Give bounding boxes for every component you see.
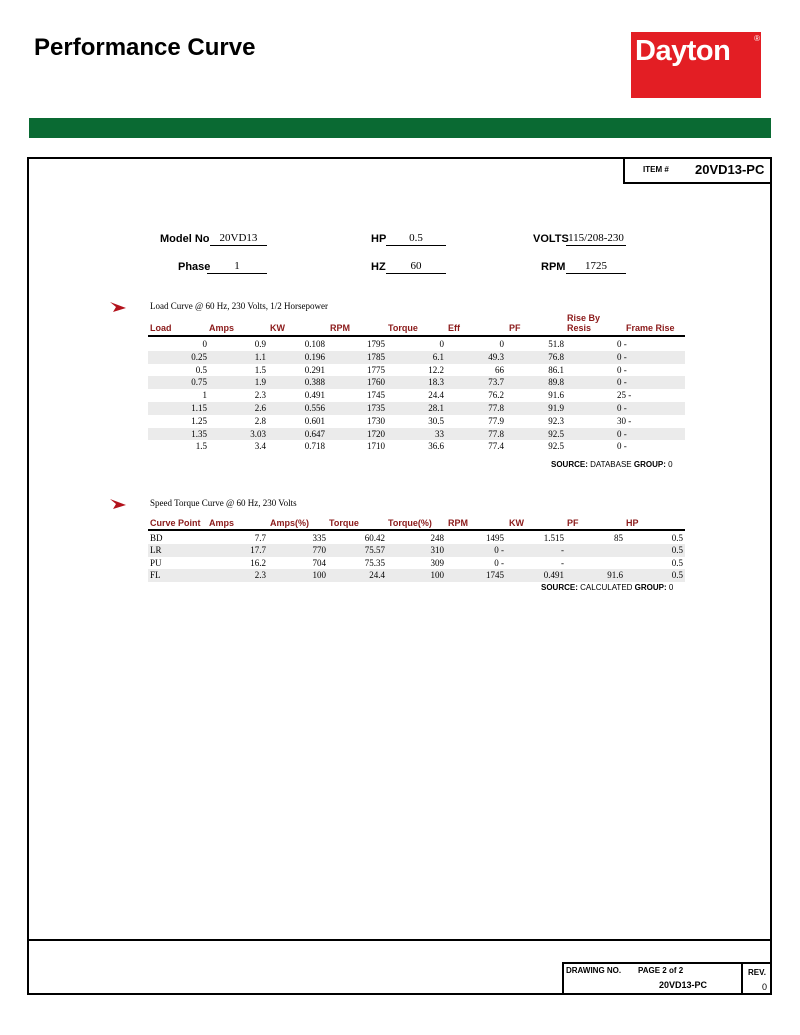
col-st-torque: Torque bbox=[329, 518, 359, 528]
cell-load: 0.75 bbox=[191, 377, 207, 388]
col-st-amps-pct: Amps(%) bbox=[270, 518, 310, 528]
page-number: PAGE 2 of 2 bbox=[638, 966, 684, 975]
cell-kw: 0.491 bbox=[304, 390, 325, 401]
rpm-value: 1725 bbox=[566, 260, 626, 274]
cell-rise: 0 - bbox=[617, 364, 627, 375]
cell-load: 0 bbox=[202, 339, 207, 349]
page-title: Performance Curve bbox=[34, 34, 256, 61]
cell-torque: 0 bbox=[439, 339, 444, 349]
cell-amps-pct: 335 bbox=[312, 533, 326, 543]
load-table-row bbox=[148, 338, 685, 351]
cell-kw: 0.291 bbox=[304, 364, 325, 375]
cell-pf: 85 bbox=[614, 533, 623, 543]
rpm-label: RPM bbox=[541, 261, 566, 273]
cell-hp: 0.5 bbox=[671, 533, 683, 543]
load-table-row bbox=[148, 351, 685, 364]
cell-amps: 2.6 bbox=[254, 403, 266, 413]
cell-pf: 89.8 bbox=[548, 377, 564, 388]
cell-pf: 92.5 bbox=[548, 428, 564, 439]
dayton-logo bbox=[631, 32, 761, 98]
cell-curve-point: LR bbox=[150, 545, 162, 556]
col-kw: KW bbox=[270, 323, 285, 333]
model-label: Model No bbox=[160, 233, 210, 245]
cell-rpm: 1710 bbox=[367, 441, 385, 452]
st-source-label: SOURCE: bbox=[541, 583, 578, 592]
cell-amps: 1.9 bbox=[254, 377, 266, 388]
col-amps: Amps bbox=[209, 323, 235, 333]
cell-curve-point: BD bbox=[150, 533, 163, 543]
cell-amps: 3.4 bbox=[254, 441, 266, 452]
cell-rise: 0 - bbox=[617, 441, 627, 452]
logo-text: Dayton bbox=[635, 35, 731, 67]
col-st-torque-pct: Torque(%) bbox=[388, 518, 432, 528]
st-source bbox=[541, 583, 673, 592]
drawing-no-label: DRAWING NO. bbox=[566, 966, 622, 975]
cell-torque: 33 bbox=[435, 428, 444, 439]
cell-rise: 0 - bbox=[617, 428, 627, 439]
cell-hp: 0.5 bbox=[671, 557, 683, 568]
cell-load: 1.15 bbox=[191, 403, 207, 413]
load-table-row bbox=[148, 389, 685, 402]
col-eff: Eff bbox=[448, 323, 460, 333]
cell-hp: 0.5 bbox=[671, 570, 683, 581]
cell-rpm: 1785 bbox=[367, 351, 385, 362]
volts-value: 115/208-230 bbox=[566, 232, 626, 246]
cell-rpm: 1745 bbox=[486, 570, 504, 581]
cell-pf: 86.1 bbox=[548, 364, 564, 375]
load-table-row bbox=[148, 428, 685, 441]
hp-label: HP bbox=[371, 233, 387, 245]
cell-kw: 0.108 bbox=[304, 339, 325, 349]
cell-eff: 73.7 bbox=[488, 377, 504, 388]
cell-torque: 28.1 bbox=[428, 403, 444, 413]
cell-kw: - bbox=[561, 545, 564, 556]
load-source-label: SOURCE: bbox=[551, 460, 588, 469]
cell-kw: 1.515 bbox=[543, 533, 564, 543]
cell-rise: 0 - bbox=[617, 377, 627, 388]
cell-kw: 0.196 bbox=[304, 351, 325, 362]
hz-value: 60 bbox=[386, 260, 446, 274]
cell-torque-pct: 100 bbox=[430, 570, 444, 581]
title-block-rule bbox=[27, 939, 772, 941]
title-block-divider bbox=[741, 962, 743, 995]
cell-pf: 91.9 bbox=[548, 403, 564, 413]
cell-rpm: 1775 bbox=[367, 364, 385, 375]
cell-rpm: 1730 bbox=[367, 415, 385, 426]
cell-torque: 24.4 bbox=[369, 570, 385, 581]
cell-torque: 60.42 bbox=[364, 533, 385, 543]
cell-amps: 1.1 bbox=[254, 351, 266, 362]
hp-value: 0.5 bbox=[386, 232, 446, 246]
load-table-row bbox=[148, 415, 685, 428]
rev-label: REV. bbox=[748, 968, 766, 977]
cell-kw: - bbox=[561, 557, 564, 568]
load-table-row bbox=[148, 376, 685, 389]
cell-torque: 6.1 bbox=[432, 351, 444, 362]
speed-torque-row bbox=[148, 532, 685, 545]
cell-kw: 0.647 bbox=[304, 428, 325, 439]
cell-eff: 77.4 bbox=[488, 441, 504, 452]
item-number-box bbox=[623, 157, 772, 184]
cell-torque-pct: 309 bbox=[430, 557, 444, 568]
load-table-row bbox=[148, 402, 685, 415]
cell-torque: 75.57 bbox=[364, 545, 385, 556]
cell-torque: 18.3 bbox=[428, 377, 444, 388]
st-source-value: CALCULATED bbox=[580, 583, 633, 592]
st-group-value: 0 bbox=[668, 583, 674, 592]
cell-torque: 24.4 bbox=[428, 390, 444, 401]
load-source-value: DATABASE bbox=[590, 460, 632, 469]
cell-rpm: 0 - bbox=[494, 545, 504, 556]
cell-load: 1.35 bbox=[191, 428, 207, 439]
cell-eff: 0 bbox=[499, 339, 504, 349]
cell-pf: 76.8 bbox=[548, 351, 564, 362]
cell-rpm: 1720 bbox=[367, 428, 385, 439]
cell-pf: 92.5 bbox=[548, 441, 564, 452]
cell-pf: 51.8 bbox=[548, 339, 564, 349]
cell-load: 0.5 bbox=[195, 364, 207, 375]
cell-amps: 17.7 bbox=[250, 545, 266, 556]
cell-kw: 0.718 bbox=[304, 441, 325, 452]
cell-pf: 91.6 bbox=[607, 570, 623, 581]
cell-torque-pct: 310 bbox=[430, 545, 444, 556]
cell-amps-pct: 770 bbox=[312, 545, 326, 556]
col-st-hp: HP bbox=[626, 518, 639, 528]
phase-label: Phase bbox=[178, 261, 211, 273]
cell-torque: 75.35 bbox=[364, 557, 385, 568]
cell-eff: 76.2 bbox=[488, 390, 504, 401]
item-label: ITEM # bbox=[643, 165, 669, 174]
cell-torque-pct: 248 bbox=[430, 533, 444, 543]
st-group-label: GROUP: bbox=[634, 583, 667, 592]
item-value: 20VD13-PC bbox=[695, 162, 765, 177]
load-table-row bbox=[148, 440, 685, 453]
cell-rpm: 1745 bbox=[367, 390, 385, 401]
cell-rpm: 0 - bbox=[494, 557, 504, 568]
cell-rise: 0 - bbox=[617, 339, 627, 349]
cell-torque: 36.6 bbox=[428, 441, 444, 452]
col-st-pf: PF bbox=[567, 518, 579, 528]
cell-kw: 0.388 bbox=[304, 377, 325, 388]
cell-curve-point: FL bbox=[150, 570, 161, 581]
col-torque: Torque bbox=[388, 323, 418, 333]
cell-kw: 0.556 bbox=[304, 403, 325, 413]
cell-amps: 2.3 bbox=[254, 570, 266, 581]
cell-eff: 49.3 bbox=[488, 351, 504, 362]
st-header-rule bbox=[148, 529, 685, 531]
cell-eff: 66 bbox=[495, 364, 504, 375]
cell-amps: 3.03 bbox=[250, 428, 266, 439]
load-table-row bbox=[148, 364, 685, 377]
speed-torque-row bbox=[148, 544, 685, 557]
speed-torque-row bbox=[148, 557, 685, 570]
col-rise-by: Rise By bbox=[567, 313, 601, 323]
cell-rise: 25 - bbox=[617, 390, 632, 401]
cell-amps: 2.3 bbox=[254, 390, 266, 401]
cell-load: 1.5 bbox=[195, 441, 207, 452]
speed-torque-row bbox=[148, 569, 685, 582]
cell-rise: 0 - bbox=[617, 351, 627, 362]
cell-pf: 92.3 bbox=[548, 415, 564, 426]
drawing-no-value: 20VD13-PC bbox=[659, 980, 708, 990]
model-value: 20VD13 bbox=[210, 232, 267, 246]
speed-torque-title: Speed Torque Curve @ 60 Hz, 230 Volts bbox=[150, 498, 297, 508]
cell-eff: 77.8 bbox=[488, 403, 504, 413]
cell-kw: 0.601 bbox=[304, 415, 325, 426]
cell-load: 1 bbox=[202, 390, 207, 401]
phase-value: 1 bbox=[207, 260, 267, 274]
cell-rise: 0 - bbox=[617, 403, 627, 413]
load-header-rule bbox=[148, 335, 685, 337]
col-st-kw: KW bbox=[509, 518, 524, 528]
rev-value: 0 bbox=[762, 982, 768, 992]
cell-amps: 7.7 bbox=[254, 533, 266, 543]
cell-eff: 77.8 bbox=[488, 428, 504, 439]
cell-kw: 0.491 bbox=[543, 570, 564, 581]
load-source bbox=[551, 460, 673, 469]
cell-torque: 30.5 bbox=[428, 415, 444, 426]
col-resis: Resis bbox=[567, 323, 592, 333]
cell-rpm: 1495 bbox=[486, 533, 504, 543]
col-rpm: RPM bbox=[330, 323, 350, 333]
registered-mark: ® bbox=[754, 34, 760, 43]
cell-amps: 1.5 bbox=[254, 364, 266, 375]
green-divider-bar bbox=[29, 118, 771, 138]
col-curve-point: Curve Point bbox=[150, 518, 201, 528]
col-st-rpm: RPM bbox=[448, 518, 468, 528]
hz-label: HZ bbox=[371, 261, 386, 273]
cell-amps-pct: 704 bbox=[312, 557, 326, 568]
cell-amps-pct: 100 bbox=[312, 570, 326, 581]
volts-label: VOLTS bbox=[533, 233, 569, 245]
load-group-label: GROUP: bbox=[633, 460, 666, 469]
cell-torque: 12.2 bbox=[428, 364, 444, 375]
load-group-value: 0 bbox=[668, 460, 673, 469]
col-st-amps: Amps bbox=[209, 518, 235, 528]
cell-load: 0.25 bbox=[191, 351, 207, 362]
cell-rpm: 1795 bbox=[367, 339, 385, 349]
cell-load: 1.25 bbox=[191, 415, 207, 426]
col-load: Load bbox=[150, 323, 172, 333]
cell-amps: 16.2 bbox=[250, 557, 266, 568]
cell-rpm: 1735 bbox=[367, 403, 385, 413]
cell-amps: 2.8 bbox=[254, 415, 266, 426]
cell-curve-point: PU bbox=[150, 557, 162, 568]
cell-eff: 77.9 bbox=[488, 415, 504, 426]
col-frame-rise: Frame Rise bbox=[626, 323, 675, 333]
col-pf: PF bbox=[509, 323, 521, 333]
cell-rise: 30 - bbox=[617, 415, 632, 426]
cell-pf: 91.6 bbox=[548, 390, 564, 401]
cell-rpm: 1760 bbox=[367, 377, 385, 388]
load-curve-title: Load Curve @ 60 Hz, 230 Volts, 1/2 Horsepower bbox=[150, 301, 328, 311]
cell-hp: 0.5 bbox=[671, 545, 683, 556]
cell-amps: 0.9 bbox=[254, 339, 266, 349]
